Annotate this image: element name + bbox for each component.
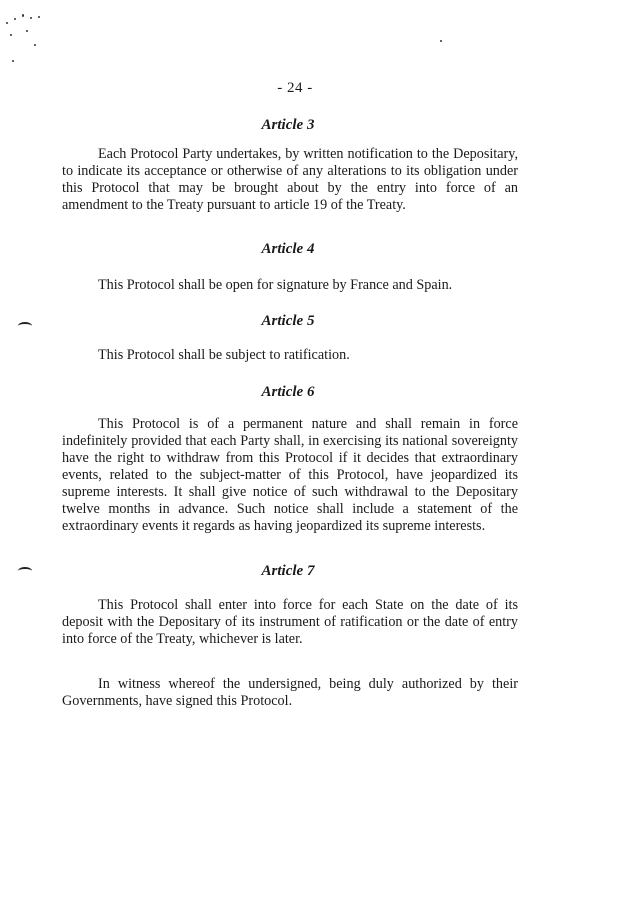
scan-speck: [12, 60, 14, 62]
article-text: Each Protocol Party undertakes, by written notification to the Depositary, to indicate its acceptance or otherwise of any alterations to its obligation under this Protocol that may be brought about by the entry into force of an amendment to the Treaty pursuant to article 19 of the Treaty.: [62, 146, 518, 213]
article-heading: Article 5: [261, 313, 315, 329]
scan-speck: [6, 22, 8, 24]
scan-speck: [10, 34, 12, 36]
article-text: This Protocol shall be subject to ratification.: [98, 347, 350, 363]
scan-speck: [440, 40, 442, 42]
scan-speck: [14, 18, 16, 20]
closing-statement: In witness whereof the undersigned, being duly authorized by their Governments, have signed this Protocol.: [62, 676, 518, 709]
article-heading: Article 6: [261, 384, 315, 400]
scan-speck: [30, 17, 32, 19]
article-heading: Article 7: [261, 563, 315, 579]
scan-speck: [26, 30, 28, 32]
article-text: This Protocol shall be open for signature by France and Spain.: [98, 277, 453, 293]
article-text: This Protocol shall enter into force for each State on the date of its deposit with the Depositary of its instrument of ratification or the date of entry into force of the Treaty, whichever is later.: [62, 597, 518, 647]
article-heading: Article 4: [261, 241, 315, 257]
article-text: This Protocol is of a permanent nature and shall remain in force indefinitely provided that each Party shall, in exercising its national sovereignty have the right to withdraw from this Protocol if it decides that extraordinary events, related to the subject-matter of this Protocol, have jeopardized its supreme interests. It shall give notice of such withdrawal to the Depositary twelve months in advance. Such notice shall include a statement of the extraordinary events it regards as having jeopardized its supreme interests.: [62, 416, 518, 534]
scan-speck: [38, 16, 40, 18]
scan-speck: [34, 44, 36, 46]
page-number: - 24 -: [277, 80, 313, 96]
scan-speck: [22, 14, 24, 17]
article-heading: Article 3: [261, 117, 315, 133]
